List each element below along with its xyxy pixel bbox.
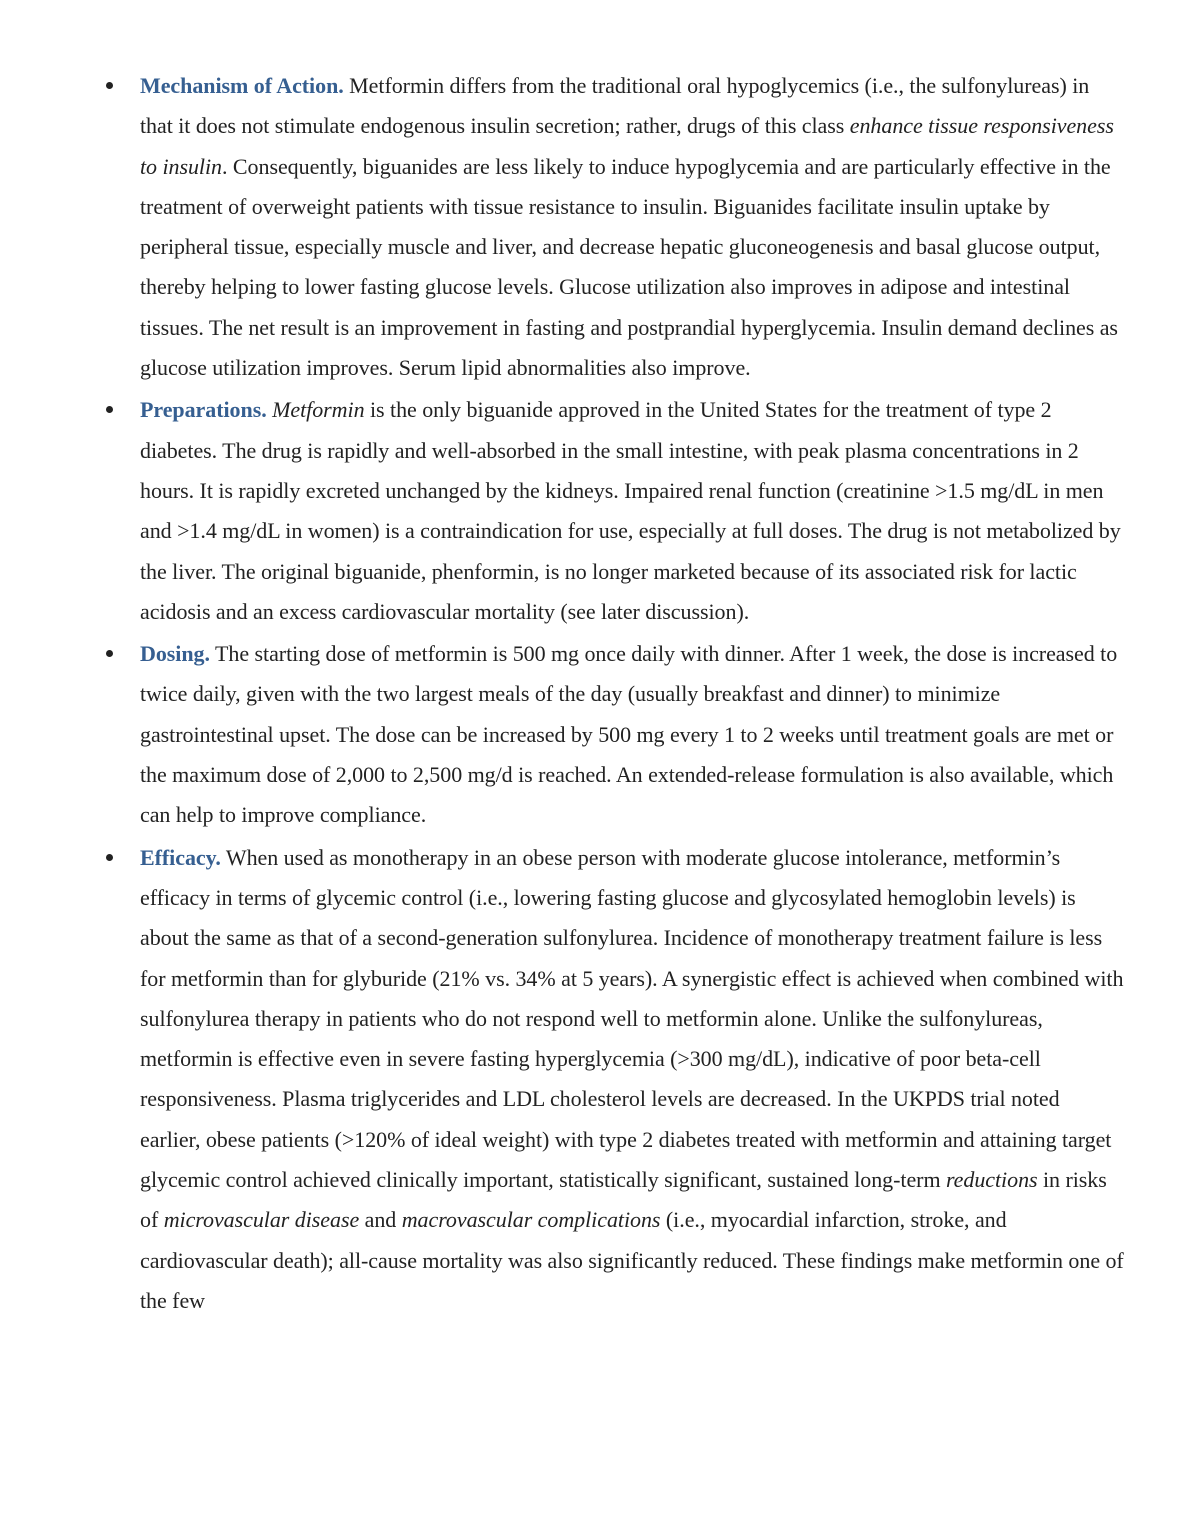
italic-text: macrovascular complications <box>401 1207 661 1233</box>
body-text: and <box>359 1207 402 1233</box>
bullet-heading: Preparations. <box>140 397 267 423</box>
body-text: is the only biguanide approved in the United States for the treatment of type 2 diabetes. The drug is rapidly and well-absorbed in the small intestine, with peak plasma concentrations in 2 hours. It is rapidly excreted unchanged by the kidneys. Impaired renal function (creatinine >1.5 mg/dL in men and >1.4 mg/dL in women) is a contraindication for use, especially at full doses. The drug is not metabolized by the liver. The original biguanide, phenformin, is no longer marketed because of its associated risk for lactic acidosis and an excess cardiovascular mortality (see later discussion). <box>140 397 1121 624</box>
italic-text: enhance tissue responsiveness to insulin <box>140 113 1114 179</box>
body-text: Metformin differs from the traditional oral hypoglycemics (i.e., the sulfonylureas) in that it does not stimulate endogenous insulin secretion; rather, drugs of this class <box>140 73 1090 139</box>
italic-text: Metformin <box>272 397 365 423</box>
bullet-heading: Efficacy. <box>140 844 221 870</box>
bullet-dot-icon <box>106 650 113 657</box>
body-text: (i.e., myocardial infarction, stroke, and cardiovascular death); all-cause mortality was also significantly reduced. These findings make metformin one of the few <box>140 1207 1124 1313</box>
bullet-list <box>140 66 1125 1323</box>
body-text: in risks of <box>140 1167 1107 1233</box>
body-text: When used as monotherapy in an obese person with moderate glucose intolerance, metformin’s efficacy in terms of glycemic control (i.e., lowering fasting glucose and glycosylated hemoglobin levels) is about the same as that of a second-generation sulfonylurea. Incidence of monotherapy treatment failure is less for metformin than for glyburide (21% vs. 34% at 5 years). A synergistic effect is achieved when combined with sulfonylurea therapy in patients who do not respond well to metformin alone. Unlike the sulfonylureas, metformin is effective even in severe fasting hyperglycemia (>300 mg/dL), indicative of poor beta-cell responsiveness. Plasma triglycerides and LDL cholesterol levels are decreased. In the UKPDS trial noted earlier, obese patients (>120% of ideal weight) with type 2 diabetes treated with metformin and attaining target glycemic control achieved clinically important, statistically significant, sustained long-term <box>140 844 1124 1193</box>
bullet-dot-icon <box>106 854 113 861</box>
bullet-item-mechanism <box>140 66 1125 388</box>
body-text: The starting dose of metformin is 500 mg once daily with dinner. After 1 week, the dose is increased to twice daily, given with the two largest meals of the day (usually breakfast and dinner) to minimize gastrointestinal upset. The dose can be increased by 500 mg every 1 to 2 weeks until treatment goals are met or the maximum dose of 2,000 to 2,500 mg/d is reached. An extended-release formulation is also available, which can help to improve compliance. <box>140 641 1118 828</box>
bullet-item-dosing <box>140 634 1125 835</box>
italic-text: reductions <box>945 1167 1038 1193</box>
italic-text: microvascular disease <box>163 1207 360 1233</box>
bullet-dot-icon <box>106 82 113 89</box>
bullet-heading: Mechanism of Action. <box>140 73 344 98</box>
bullet-item-efficacy <box>140 838 1125 1322</box>
bullet-heading: Dosing. <box>140 641 210 667</box>
body-text: . Consequently, biguanides are less likely to induce hypoglycemia and are particularly effective in the treatment of overweight patients with tissue resistance to insulin. Biguanides facilitate insulin uptake by peripheral tissue, especially muscle and liver, and decrease hepatic gluconeogenesis and basal glucose output, thereby helping to lower fasting glucose levels. Glucose utilization also improves in adipose and intestinal tissues. The net result is an improvement in fasting and postprandial hyperglycemia. Insulin demand declines as glucose utilization improves. Serum lipid abnormalities also improve. <box>140 153 1118 381</box>
bullet-dot-icon <box>106 406 113 413</box>
bullet-item-preparations <box>140 390 1125 632</box>
